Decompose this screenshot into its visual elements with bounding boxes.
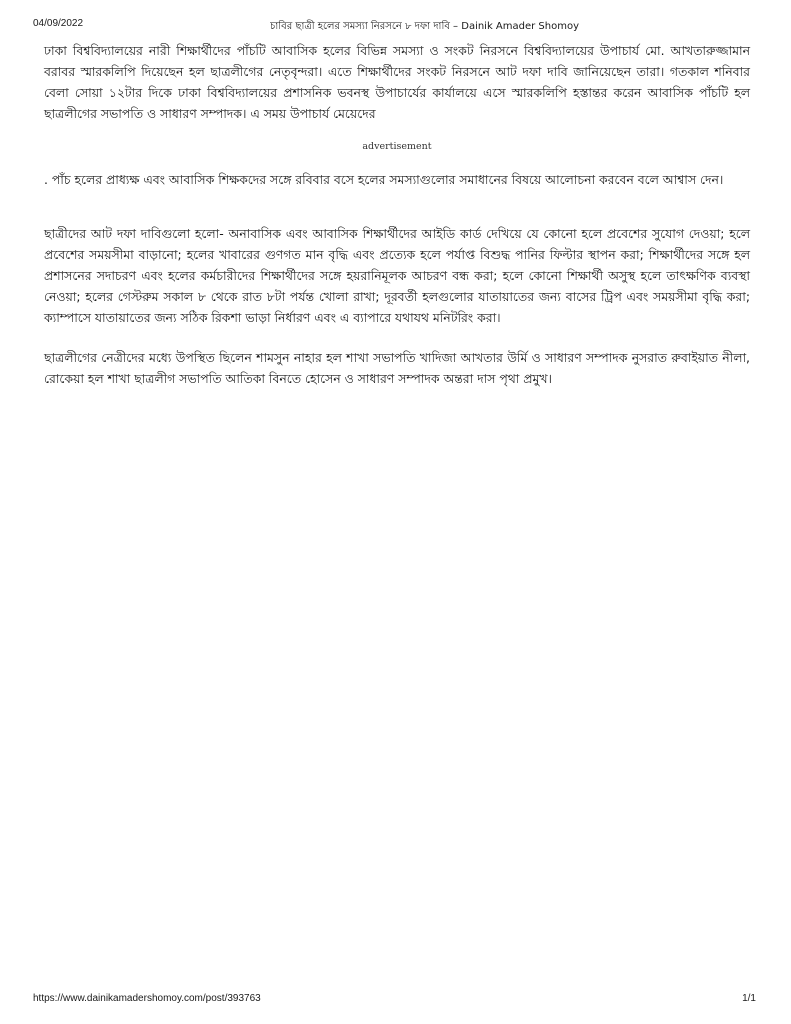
article-paragraph: . পাঁচ হলের প্রাধ্যক্ষ এবং আবাসিক শিক্ষকদের সঙ্গে রবিবার বসে হলের সমস্যাগুলোর সমাধানের বিষয়ে আলোচনা করবেন বলে আশ্বাস দেন। [44,172,724,187]
page-number: 1/1 [742,993,756,1004]
print-date: 04/09/2022 [33,18,84,29]
article-body [44,40,750,389]
page-title: চাবির ছাত্রী হলের সমস্যা নিরসনে ৮ দফা দাবি – Dainik Amader Shomoy [270,21,580,32]
article-paragraph: ঢাকা বিশ্ববিদ্যালয়ের নারী শিক্ষার্থীদের পাঁচটি আবাসিক হলের বিভিন্ন সমস্যা ও সংকট নিরসনে বিশ্ববিদ্যালয়ের উপাচার্য মো. আখতারুজ্জামান বরাবর স্মারকলিপি দিয়েছেন হল ছাত্রলীগের নেতৃবৃন্দরা। এতে শিক্ষার্থীদের সংকট নিরসনে আট দফা দাবি জানিয়েছেন তারা। গতকাল শনিবার বেলা সোয়া ১২টার দিকে ঢাকা বিশ্ববিদ্যালয়ের প্রশাসনিক ভবনস্থ উপাচার্যের কার্যালয়ে এসে স্মারকলিপি হস্তান্তর করেন আবাসিক পাঁচটি হল ছাত্রলীগের সভাপতি ও সাধারণ সম্পাদক। এ সময় উপাচার্য মেয়েদের [44,43,750,121]
article-paragraph: ছাত্রলীগের নেত্রীদের মধ্যে উপস্থিত ছিলেন শামসুন নাহার হল শাখা সভাপতি খাদিজা আখতার উর্মি ও সাধারণ সম্পাদক নুসরাত রুবাইয়াত নীলা, রোকেয়া হল শাখা ছাত্রলীগ সভাপতি আতিকা বিনতে হোসেন ও সাধারণ সম্পাদক অন্তরা দাস পৃথা প্রমুখ। [44,350,750,386]
advertisement-label: advertisement [362,141,432,152]
article-paragraph: ছাত্রীদের আট দফা দাবিগুলো হলো- অনাবাসিক এবং আবাসিক শিক্ষার্থীদের আইডি কার্ড দেখিয়ে যে কোনো হলে প্রবেশের সুযোগ দেওয়া; হলে প্রবেশের সময়সীমা বাড়ানো; হলের খাবারের গুণগত মান বৃদ্ধি এবং প্রত্যেক হলে পর্যাপ্ত বিশুদ্ধ পানির ফিল্টার স্থাপন করা; শিক্ষার্থীদের সঙ্গে হল প্রশাসনের সদাচরণ এবং হলের কর্মচারীদের শিক্ষার্থীদের সঙ্গে হয়রানিমূলক আচরণ বন্ধ করা; হলে কোনো শিক্ষার্থী অসুস্থ হলে তাৎক্ষণিক ব্যবস্থা নেওয়া; হলের গেস্টরুম সকাল ৮ থেকে রাত ৮টা পর্যন্ত খোলা রাখা; দূরবর্তী হলগুলোর যাতায়াতের জন্য বাসের ট্রিপ এবং সময়সীমা বৃদ্ধি করা; ক্যাম্পাসে যাতায়াতের জন্য সঠিক রিকশা ভাড়া নির্ধারণ এবং এ ব্যাপারে যথাযথ মনিটরিং করা। [44,226,751,325]
footer-url: https://www.dainikamadershomoy.com/post/393763 [33,993,261,1004]
